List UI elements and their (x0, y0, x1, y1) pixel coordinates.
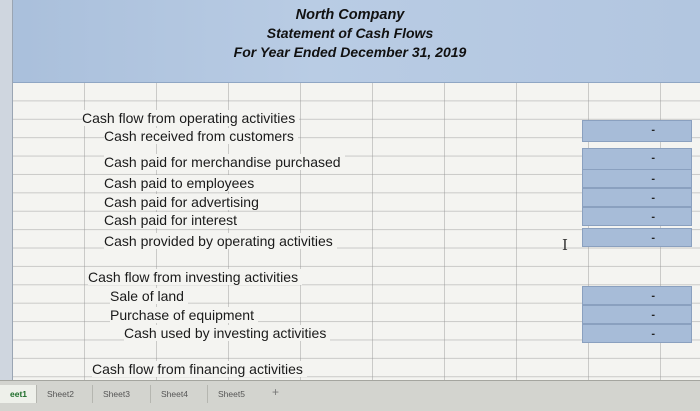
cash-paid-interest-label[interactable]: Cash paid for interest (104, 212, 241, 228)
company-name: North Company (295, 7, 405, 23)
input-cell-equipment[interactable]: - (582, 305, 692, 324)
tab-sheet5[interactable]: Sheet5 (207, 385, 255, 403)
statement-period: For Year Ended December 31, 2019 (233, 44, 467, 60)
text-cursor-icon: I (562, 236, 568, 254)
cash-paid-employees-label[interactable]: Cash paid to employees (104, 175, 258, 191)
operating-activities-heading[interactable]: Cash flow from operating activities (82, 110, 299, 126)
sheet-tab-bar (0, 380, 700, 411)
input-cell-merchandise[interactable]: - (582, 148, 692, 170)
input-cell-interest[interactable]: - (582, 207, 692, 226)
tab-sheet4[interactable]: Sheet4 (150, 385, 198, 403)
cash-provided-operating-label[interactable]: Cash provided by operating activities (104, 233, 337, 249)
tab-sheet2[interactable]: Sheet2 (36, 385, 84, 403)
sale-of-land-label[interactable]: Sale of land (110, 288, 188, 304)
row-header-strip (0, 0, 13, 380)
cash-paid-advertising-label[interactable]: Cash paid for advertising (104, 194, 263, 210)
cash-received-customers-label[interactable]: Cash received from customers (104, 128, 298, 144)
input-cell-employees[interactable]: - (582, 169, 692, 188)
add-sheet-icon[interactable]: + (272, 385, 280, 399)
input-cell-advertising[interactable]: - (582, 188, 692, 207)
cash-paid-merchandise-label[interactable]: Cash paid for merchandise purchased (104, 154, 345, 170)
investing-activities-heading[interactable]: Cash flow from investing activities (88, 269, 302, 285)
cash-used-investing-label[interactable]: Cash used by investing activities (124, 325, 330, 341)
tab-sheet1[interactable]: eet1 (0, 385, 37, 403)
tab-sheet3[interactable]: Sheet3 (92, 385, 140, 403)
input-cell-customers[interactable]: - (582, 120, 692, 142)
input-cell-investing-total[interactable]: - (582, 324, 692, 343)
input-cell-operating-total[interactable]: - (582, 228, 692, 247)
input-cell-sale-of-land[interactable]: - (582, 286, 692, 305)
statement-title: Statement of Cash Flows (266, 25, 434, 41)
purchase-of-equipment-label[interactable]: Purchase of equipment (110, 307, 258, 323)
financing-activities-heading[interactable]: Cash flow from financing activities (92, 361, 307, 377)
